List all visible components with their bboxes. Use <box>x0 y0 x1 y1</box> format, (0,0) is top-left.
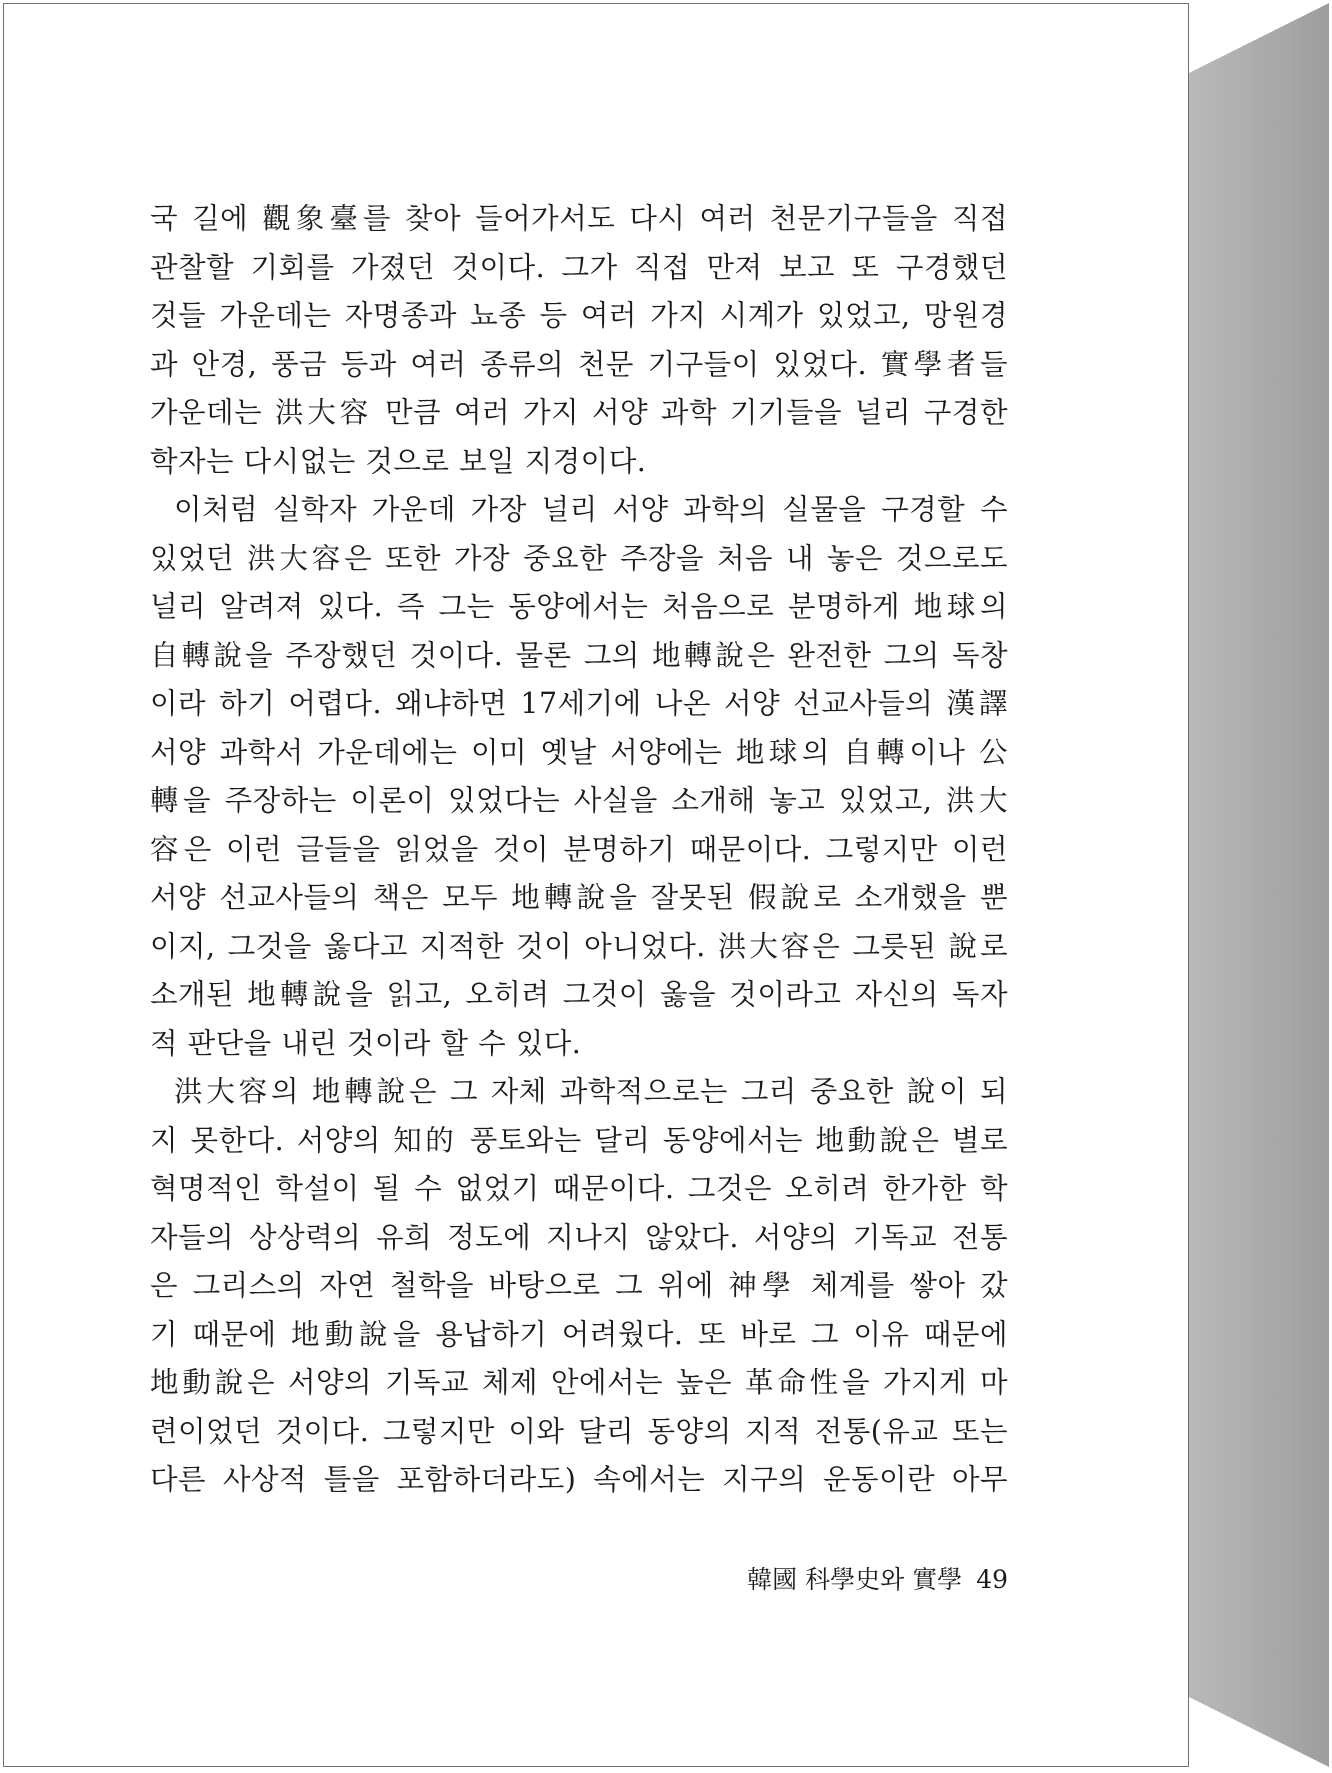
text-line: 있었던 洪大容은 또한 가장 중요한 주장을 처음 내 놓은 것으로도 <box>150 541 1008 575</box>
paragraph <box>150 1068 1008 1505</box>
text-line: 다른 사상적 틀을 포함하더라도) 속에서는 지구의 운동이란 아무 <box>150 1463 1008 1496</box>
book-edge-top-bevel <box>1189 3 1329 73</box>
text-line: 널리 알려져 있다. 즉 그는 동양에서는 처음으로 분명하게 地球의 <box>150 590 1008 623</box>
text-line: 가운데는 洪大容 만큼 여러 가지 서양 과학 기기들을 널리 구경한 <box>150 396 1008 429</box>
text-line: 지 못한다. 서양의 知的 풍토와는 달리 동양에서는 地動說은 별로 <box>150 1123 1008 1157</box>
text-line: 자들의 상상력의 유희 정도에 지나지 않았다. 서양의 기독교 전통 <box>150 1220 1008 1254</box>
book-edge-bottom-bevel <box>1189 1697 1329 1767</box>
book-page-edge <box>1189 3 1329 1767</box>
text-line: 과 안경, 풍금 등과 여러 종류의 천문 기구들이 있었다. 實學者들 <box>150 347 1008 381</box>
text-line: 적 판단을 내린 것이라 할 수 있다. <box>150 1026 582 1060</box>
text-line: 소개된 地轉說을 읽고, 오히려 그것이 옳을 것이라고 자신의 독자 <box>150 978 1008 1011</box>
text-line: 서양 선교사들의 책은 모두 地轉說을 잘못된 假說로 소개했을 뿐 <box>150 881 1008 914</box>
text-line: 自轉說을 주장했던 것이다. 물론 그의 地轉說은 완전한 그의 독창 <box>150 638 1008 672</box>
text-line: 轉을 주장하는 이론이 있었다는 사실을 소개해 놓고 있었고, 洪大 <box>150 784 1008 817</box>
text-line: 학자는 다시없는 것으로 보일 지경이다. <box>150 444 647 478</box>
text-line: 련이었던 것이다. 그렇지만 이와 달리 동양의 지적 전통(유교 또는 <box>150 1414 1008 1448</box>
text-line: 국 길에 觀象臺를 찾아 들어가서도 다시 여러 천문기구들을 직접 <box>150 202 1008 235</box>
text-line: 地動說은 서양의 기독교 체제 안에서는 높은 革命性을 가지게 마 <box>150 1366 1008 1399</box>
text-line: 기 때문에 地動說을 용납하기 어려웠다. 또 바로 그 이유 때문에 <box>150 1317 1008 1351</box>
text-line: 이지, 그것을 옳다고 지적한 것이 아니었다. 洪大容은 그릇된 說로 <box>150 929 1008 963</box>
text-line: 容은 이런 글들을 읽었을 것이 분명하기 때문이다. 그렇지만 이런 <box>150 832 1008 866</box>
paragraph <box>150 486 1008 1068</box>
text-line: 서양 과학서 가운데에는 이미 옛날 서양에는 地球의 自轉이나 公 <box>150 735 1008 769</box>
text-line: 은 그리스의 자연 철학을 바탕으로 그 위에 神學 체계를 쌓아 갔 <box>150 1269 1008 1302</box>
text-line: 혁명적인 학설이 될 수 없었기 때문이다. 그것은 오히려 한가한 학 <box>150 1172 1008 1205</box>
text-line: 洪大容의 地轉說은 그 자체 과학적으로는 그리 중요한 說이 되 <box>174 1075 1008 1108</box>
text-line: 것들 가운데는 자명종과 뇨종 등 여러 가지 시계가 있었고, 망원경 <box>150 299 1008 332</box>
text-line: 이처럼 실학자 가운데 가장 널리 서양 과학의 실물을 구경할 수 <box>174 493 1008 526</box>
paragraph <box>150 195 1008 486</box>
text-line: 이라 하기 어렵다. 왜냐하면 17세기에 나온 서양 선교사들의 漢譯 <box>150 687 1008 720</box>
text-line: 관찰할 기회를 가졌던 것이다. 그가 직접 만져 보고 또 구경했던 <box>150 250 1008 284</box>
page-footer <box>700 1558 1008 1602</box>
running-title: 韓國 科學史와 實學 <box>747 1565 963 1594</box>
page-number: 49 <box>976 1565 1008 1594</box>
page-body <box>150 195 1008 1505</box>
